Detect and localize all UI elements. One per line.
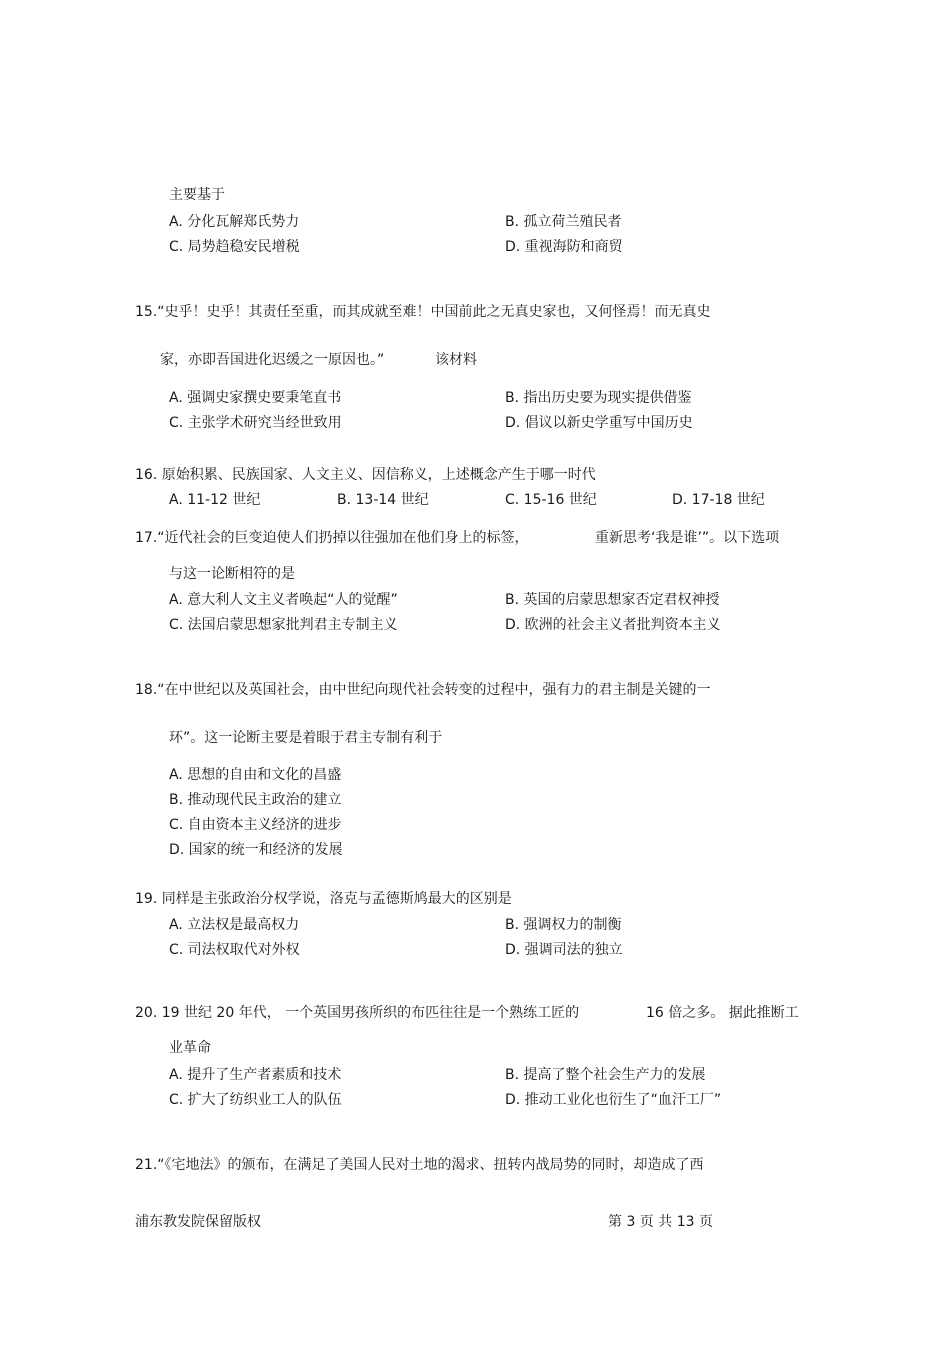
q17-option-c[interactable]: C. 法国启蒙思想家批判君主专制主义 xyxy=(169,617,398,633)
q19-option-a[interactable]: A. 立法权是最高权力 xyxy=(169,917,300,933)
q16-option-c[interactable]: C. 15-16 世纪 xyxy=(505,492,597,508)
q21-stem-line1: 21.“《宅地法》的颁布，在满足了美国人民对土地的渴求、扭转内战局势的同时，却造成了西 xyxy=(135,1157,704,1173)
q17-option-b[interactable]: B. 英国的启蒙思想家否定君权神授 xyxy=(505,592,720,608)
q18-option-b[interactable]: B. 推动现代民主政治的建立 xyxy=(169,792,342,808)
q20-stem-line1: 20. 19 世纪 20 年代， 一个英国男孩所织的布匹往往是一个熟练工匠的 xyxy=(135,1005,580,1021)
q19-stem: 19. 同样是主张政治分权学说，洛克与孟德斯鸠最大的区别是 xyxy=(135,891,512,907)
q20-option-d[interactable]: D. 推动工业化也衍生了“血汗工厂” xyxy=(505,1092,722,1108)
q17-option-d[interactable]: D. 欧洲的社会主义者批判资本主义 xyxy=(505,617,721,633)
q19-option-b[interactable]: B. 强调权力的制衡 xyxy=(505,917,622,933)
footer-copyright: 浦东教发院保留版权 xyxy=(135,1214,261,1230)
footer-page-number: 第 3 页 共 13 页 xyxy=(608,1214,713,1230)
q20-option-b[interactable]: B. 提高了整个社会生产力的发展 xyxy=(505,1067,706,1083)
q14-option-d[interactable]: D. 重视海防和商贸 xyxy=(505,239,623,255)
q18-option-a[interactable]: A. 思想的自由和文化的昌盛 xyxy=(169,767,342,783)
q15-option-b[interactable]: B. 指出历史要为现实提供借鉴 xyxy=(505,390,692,406)
q17-stem-line1-tail: 重新思考‘我是谁’”。以下选项 xyxy=(595,530,780,546)
q20-stem-line1-tail: 16 倍之多。 据此推断工 xyxy=(646,1005,799,1021)
q18-option-d[interactable]: D. 国家的统一和经济的发展 xyxy=(169,842,343,858)
q15-option-a[interactable]: A. 强调史家撰史要秉笔直书 xyxy=(169,390,342,406)
q20-option-a[interactable]: A. 提升了生产者素质和技术 xyxy=(169,1067,342,1083)
q18-option-c[interactable]: C. 自由资本主义经济的进步 xyxy=(169,817,342,833)
q16-option-d[interactable]: D. 17-18 世纪 xyxy=(672,492,765,508)
q15-option-c[interactable]: C. 主张学术研究当经世致用 xyxy=(169,415,342,431)
q20-option-c[interactable]: C. 扩大了纺织业工人的队伍 xyxy=(169,1092,342,1108)
q16-stem: 16. 原始积累、民族国家、人文主义、因信称义，上述概念产生于哪一时代 xyxy=(135,467,596,483)
q16-option-b[interactable]: B. 13-14 世纪 xyxy=(337,492,429,508)
q19-option-d[interactable]: D. 强调司法的独立 xyxy=(505,942,623,958)
q18-stem-line2: 环”。这一论断主要是着眼于君主专制有利于 xyxy=(169,730,443,746)
q14-option-c[interactable]: C. 局势趋稳安民增税 xyxy=(169,239,300,255)
q14-stem-continuation: 主要基于 xyxy=(169,187,225,203)
q17-stem-line1: 17.“近代社会的巨变迫使人们扔掉以往强加在他们身上的标签， xyxy=(135,530,529,546)
q15-stem-line2-tail: 该材料 xyxy=(435,352,477,368)
q20-stem-line2: 业革命 xyxy=(169,1040,211,1056)
q15-option-d[interactable]: D. 倡议以新史学重写中国历史 xyxy=(505,415,693,431)
q14-option-a[interactable]: A. 分化瓦解郑氏势力 xyxy=(169,214,300,230)
q19-option-c[interactable]: C. 司法权取代对外权 xyxy=(169,942,300,958)
q15-stem-line2: 家，亦即吾国进化迟缓之一原因也。” xyxy=(160,352,385,368)
q16-option-a[interactable]: A. 11-12 世纪 xyxy=(169,492,261,508)
q15-stem-line1: 15.“史乎！史乎！其责任至重，而其成就至难！中国前此之无真史家也，又何怪焉！而无真史 xyxy=(135,304,711,320)
q14-option-b[interactable]: B. 孤立荷兰殖民者 xyxy=(505,214,622,230)
q18-stem-line1: 18.“在中世纪以及英国社会，由中世纪向现代社会转变的过程中，强有力的君主制是关键的一 xyxy=(135,682,711,698)
q17-option-a[interactable]: A. 意大利人文主义者唤起“人的觉醒” xyxy=(169,592,398,608)
q17-stem-line2: 与这一论断相符的是 xyxy=(169,566,295,582)
